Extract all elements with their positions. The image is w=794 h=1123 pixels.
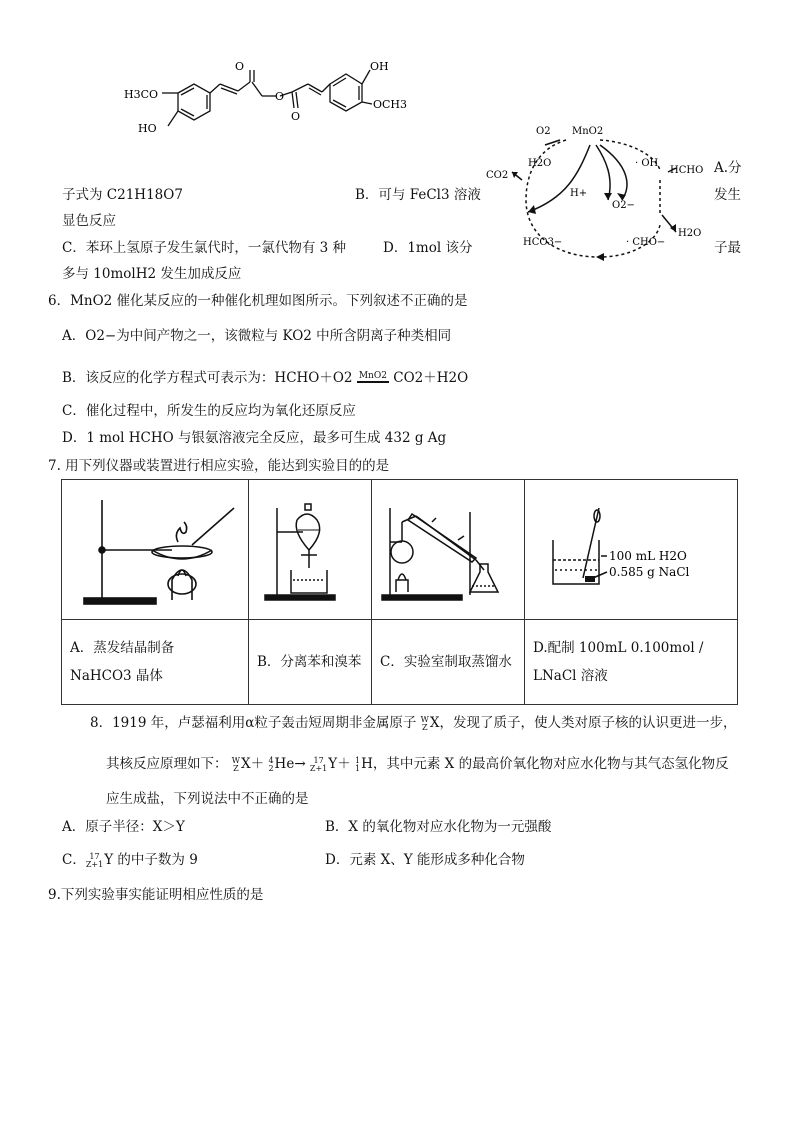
cycle-superoxide-label: O2− — [612, 200, 635, 211]
q5-option-c: C．苯环上氢原子发生氯代时，一氯代物有 3 种 — [62, 240, 347, 256]
element-x-symbol: X — [429, 715, 440, 731]
right-methoxy-label: OCH3 — [373, 98, 408, 111]
cycle-hplus-label: H+ — [570, 188, 588, 199]
apparatus-a-cell — [62, 480, 249, 620]
ester-oxygen-label: O — [275, 90, 285, 103]
proton-number: 1 — [355, 763, 361, 773]
ketone-oxygen-label: O — [235, 60, 245, 73]
ester-carbonyl-oxygen-label: O — [291, 110, 301, 123]
proton-mass: 1 — [355, 755, 361, 765]
y-mass: 17 — [313, 755, 324, 765]
apparatus-c-cell — [372, 480, 525, 620]
q8-option-c-suffix: Y 的中子数为 9 — [104, 852, 198, 868]
q5-option-b-line1: B．可与 FeCl3 溶液 — [355, 187, 481, 203]
q5-side-fragment-2: 子最 — [714, 240, 741, 256]
x-atomic-number: Z — [422, 722, 428, 732]
q8-option-c — [62, 850, 198, 870]
q8-option-d: D．元素 X、Y 能形成多种化合物 — [325, 852, 525, 868]
q8-line1-middle: α粒子轰击短周期非金属原子 — [245, 715, 417, 731]
y-number: Z+1 — [309, 763, 328, 773]
beaker-nacl-label: 0.585 g NaCl — [609, 565, 690, 579]
option-c-y-mass: 17 — [89, 851, 100, 861]
q8-line2-prefix: 其核反应原理如下： — [106, 756, 228, 772]
q8-line-3: 应生成盐，下列说法中不正确的是 — [106, 791, 309, 807]
x-mass-number: W — [420, 714, 429, 724]
q5-option-d-line2: 多与 10molH2 发生加成反应 — [62, 266, 242, 282]
q8-line2-suffix: ，其中元素 X 的最高价氧化物对应水化物与其气态氢化物反 — [372, 756, 729, 772]
apparatus-d-cell — [525, 480, 738, 620]
q6-option-c: C．催化过程中，所发生的反应均为氧化还原反应 — [62, 403, 356, 419]
apparatus-b-cell — [249, 480, 372, 620]
q6-option-b — [62, 368, 468, 388]
distillation-apparatus-icon — [372, 480, 524, 615]
reactant-x-number: Z — [233, 763, 239, 773]
caption-c: C．实验室制取蒸馏水 — [372, 620, 525, 705]
helium-symbol: He — [274, 756, 295, 772]
separatory-funnel-icon — [249, 480, 371, 615]
q8-line1-suffix: ，发现了质子，使人类对原子核的认识更进一步， — [439, 715, 737, 731]
reaction-arrow-icon: → — [294, 756, 306, 772]
q8-option-a: A．原子半径：X＞Y — [62, 819, 185, 835]
q6-option-b-suffix: CO2＋H2O — [393, 370, 469, 386]
proton-symbol: H — [361, 756, 373, 772]
plus-sign-1: ＋ — [250, 756, 265, 772]
cycle-h2o-right-label: H2O — [678, 228, 702, 239]
q6-option-d: D．1 mol HCHO 与银氨溶液完全反应，最多可生成 432 g Ag — [62, 430, 447, 446]
option-c-y-nuclide — [86, 853, 103, 869]
q7-stem: 7. 用下列仪器或装置进行相应实验，能达到实验目的的是 — [48, 458, 390, 474]
q5-option-d-line1: D．1mol 该分 — [383, 240, 473, 256]
q8-line-2 — [106, 754, 729, 774]
reactant-x-nuclide — [232, 757, 240, 773]
q7-apparatus-table — [61, 479, 738, 705]
product-y-symbol: Y — [328, 756, 338, 772]
cycle-mno2-label: MnO2 — [572, 126, 604, 137]
q6-stem: 6．MnO2 催化某反应的一种催化机理如图所示。下列叙述不正确的是 — [48, 293, 468, 309]
product-y-nuclide — [310, 757, 327, 773]
catalyst-over-arrow: MnO2 — [358, 371, 387, 381]
cycle-formyl-label: · CHO− — [626, 237, 666, 248]
beaker-water-label: 100 mL H2O — [609, 549, 687, 563]
left-methoxy-label: H3CO — [124, 88, 159, 101]
q5-side-fragment-1: 发生 — [714, 187, 741, 203]
q6-option-a: A．O2−为中间产物之一，该微粒与 KO2 中所含阴离子种类相同 — [62, 328, 452, 344]
left-hydroxy-label: HO — [138, 122, 157, 135]
q6-option-b-prefix: B．该反应的化学方程式可表示为：HCHO＋O2 — [62, 370, 353, 386]
q5-option-a-head: A.分 — [714, 160, 742, 176]
cycle-co2-label: CO2 — [486, 170, 509, 181]
q8-line-1 — [90, 713, 737, 733]
q8-option-c-prefix: C． — [62, 852, 86, 868]
q8-line1-prefix: 8．1919 年，卢瑟福利用 — [90, 715, 246, 731]
q5-option-b-line2: 显色反应 — [62, 213, 116, 229]
caption-d: D.配制 100mL 0.100mol / LNaCl 溶液 — [525, 620, 738, 705]
nuclide-x-notation — [421, 716, 429, 732]
evaporation-apparatus-icon — [62, 480, 248, 615]
right-hydroxy-label: OH — [370, 60, 389, 73]
cycle-bicarbonate-label: HCO3− — [523, 237, 563, 248]
helium-mass: 4 — [268, 755, 274, 765]
caption-b: B．分离苯和溴苯 — [249, 620, 372, 705]
helium-number: 2 — [268, 763, 274, 773]
q5-option-a-text: 子式为 C21H18O7 — [62, 187, 183, 203]
q9-stem: 9.下列实验事实能证明相应性质的是 — [48, 887, 264, 903]
cycle-h2o-label: H2O — [528, 158, 552, 169]
cycle-hcho-label: HCHO — [670, 165, 704, 176]
option-c-y-number: Z+1 — [85, 859, 104, 869]
reactant-x-symbol: X — [241, 756, 251, 772]
cycle-oh-label: · OH — [635, 158, 659, 169]
plus-sign-2: ＋ — [337, 756, 351, 772]
proton-nuclide — [355, 757, 360, 773]
caption-a: A．蒸发结晶制备 NaHCO3 晶体 — [62, 620, 249, 705]
q8-option-b: B．X 的氧化物对应水化物为一元强酸 — [325, 819, 552, 835]
helium-nuclide — [268, 757, 273, 773]
reactant-x-mass: W — [231, 755, 241, 765]
cycle-o2-label: O2 — [536, 126, 551, 137]
volumetric-preparation-icon — [525, 480, 737, 615]
